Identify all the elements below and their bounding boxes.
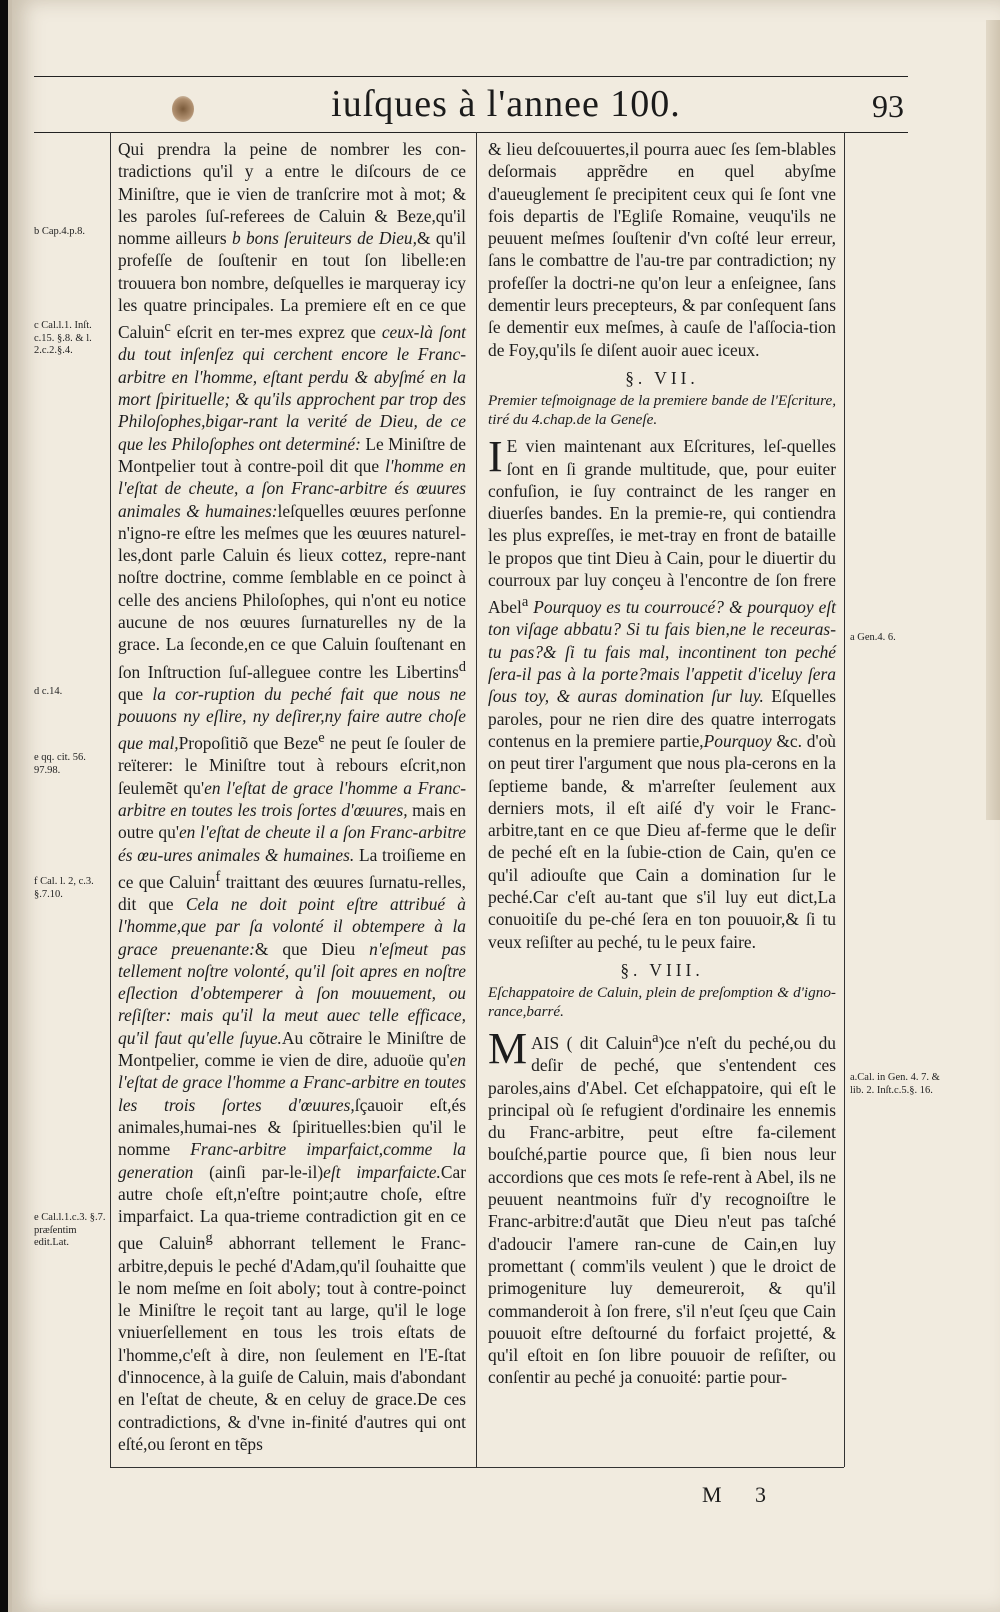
italic-run: Franc-arbitre imparfaict,comme la generation <box>118 1139 466 1182</box>
note-ref: c <box>164 319 171 336</box>
drop-cap: M <box>488 1024 528 1074</box>
text-run: ne peut ſe ſouler de reïterer: le Miniſtre tout à rebours eſcrit,non ſeulemẽt qu' <box>118 733 466 798</box>
paragraph-section-7 <box>488 432 837 953</box>
margin-note: a.Cal. in Gen. 4. 7. & lib. 2. Inſt.c.5.§. 16. <box>850 1072 940 1096</box>
text-run: & qu'il profeſſe de ſouſtenir en tout ſon libelle:en trouuera bon nombre, deſquelles ie marqueray icy les quatre principales. La premiere eſt en ce que Caluin <box>118 228 467 343</box>
note-ref: a <box>521 594 529 611</box>
text-run: Eſquelles paroles, pour ne rien dire des quatre interrogats contenus en la premiere partie, <box>488 686 837 751</box>
section-heading-8: §. VIII. <box>620 959 704 980</box>
text-run: (ainſi par-le-il) <box>193 1161 324 1182</box>
margin-note: d c.14. <box>34 686 63 697</box>
italic-run: ceux-là ſont du tout inſenſez qui cerchent encore le Franc-arbitre en l'homme, eſtant perdu & abyſmé en la mort ſpirituelle; & qu'ils approchent par trop des Philoſophes,bigar-rant la verité de Dieu, de ce que les Philoſophes ont determiné: <box>118 322 466 454</box>
italic-run: n'eſmeut pas tellement noſtre volonté, qu'il ſoit apres en noſtre eſlection d'obtemperer à ſon mouuement, ou reſiſter: mais qu'il la meut auec telle efficace, qu'il faut qu'elle ſuyue. <box>118 938 466 1048</box>
text-run: & que Dieu <box>254 938 370 959</box>
text-run: AIS ( dit Caluin <box>531 1032 653 1053</box>
italic-run: l'homme en l'eſtat de cheute, a ſon Franc-arbitre és œuures animales & humaines: <box>118 455 466 521</box>
text-run: &c. d'où on peut tirer l'argument que nous pla-cerons en la ſeptieme bande, & m'arreſter ſeulement aux derniers mots, il eſt aiſé d'y voir le Franc-arbitre,tant en ce que Dieu af-ferme que le deſir de peché eſt en la ſubie-ction de Cain, qu'en ce qu'il adiouſte que Cain a domination ſur le peché.Car c'eſt au-tant que s'il luy eut dict,La conuoitiſe du pe-ché ſera en ton pouuoir,& ſi tu veux reſiſter au peché, tu le peux faire. <box>488 730 836 952</box>
folio-number: 93 <box>872 88 904 124</box>
text-column-left <box>118 138 466 1455</box>
gutter-marks <box>12 80 26 1280</box>
text-run: Car autre choſe eſt,n'eſtre point;autre choſe, eſtre imparfaict. La qua-trieme contradiction git en ce que Caluin <box>118 1161 466 1254</box>
text-run: leſquelles œuures perſonne n'igno-re eſtre les meſmes que les œuures naturel-les,dont parle Caluin és lieux cottez, repre-nant noſtre doctrine, comme ſemblable en ce poinct à celle des anciens Philoſophes, qui n'ont eu notice aucune de nos œuures ſurnaturelles ny de la grace. La ſeconde,en ce que Caluin ſouſtenant en ſon Inſtruction ſuſ-alleguee contre les Libertins <box>118 500 466 682</box>
text-run: La troiſieme en ce que Caluin <box>118 844 466 892</box>
running-head: iuſques à l'annee 100. <box>331 83 681 125</box>
page-edge <box>986 20 1000 820</box>
note-ref: f <box>215 868 221 885</box>
text-run: Qui prendra la peine de nombrer les con-tradictions qu'il y a entre le diſcours de ce Miniſtre, que ie vien de tranſcrire mot à mot; & les paroles ſuſ-referees de Caluin & Beze,qu'il nomme ailleurs <box>118 139 466 249</box>
note-ref: a <box>652 1030 659 1047</box>
text-run: E vien maintenant aux Eſcritures, leſ-quelles ſont en ſi grande multitude, que, pour euiter confuſion, ie ſuy contrainct de les ranger en diuerſes bandes. En la premie-re, qui contiendra les plus expreſſes, ie met-tray en front de bataille le propos que tint Dieu à Cain, pour le diuertir du courroux par luy conçeu à l'encontre de ſon frere Abel <box>488 436 836 618</box>
margin-note: e Cal.l.1.c.3. §.7. præſentim edit.Lat. <box>34 1212 106 1248</box>
section-subtitle-8: Eſchappatoire de Caluin, plein de preſomption & d'igno-rance,barré. <box>488 984 836 1021</box>
drop-cap: I <box>488 432 503 482</box>
text-column-right <box>488 138 836 1389</box>
footer-rule <box>110 1467 844 1468</box>
note-ref: g <box>205 1230 213 1247</box>
italic-run: b bons ſeruiteurs de Dieu, <box>231 228 417 249</box>
paragraph-continuation: & lieu deſcouuertes,il pourra auec ſes ſem-blables deſormais apprẽdre en quel abyſme d'aueuglement ſe precipitent ceux qui ſe ſont vne fois departis de l'Egliſe Romaine, veuqu'ils ne peuuent meſmes ſouſtenir d'vn coſté leur erreur, ſans le combattre de l'au-tre par contradiction; ny profeſſer la doctri-ne qu'on leur a enſeignee, ſans dementir leurs precepteurs, & par conſequent ſans ſe dementir eux meſmes, à cauſe de l'aſſocia-tion de Foy,qu'ils ſe diſent auoir auec iceux. <box>488 139 836 360</box>
text-run: abhorrant tellement le Franc-arbitre,depuis le peché d'Adam,qu'il ſouhaitte que le nom meſme en ſoit aboly; tout à contre-poinct le Miniſtre le reçoit tant au large, qu'il le loge vniuerſellement en tous les trois eſtats de l'homme,c'eſt à dire, non ſeulement en l'E-ſtat d'innocence, à la guiſe de Caluin, mais d'abondant en l'eſtat de cheute, & en celuy de grace.De ces contradictions, & d'vne in-finité d'autres qui ont eſté,ou ſeront en tẽps <box>118 1233 466 1454</box>
italic-run: Pourquoy <box>703 730 772 751</box>
italic-run: Pourquoy es tu courroucé? & pourquoy eſt ton viſage abbatu? Si tu fais bien,ne le receuras-tu pas?& ſi tu fais mal, incontinent ton peché ſera-il pas à la porte?mais l'appetit d'iceluy ſera ſous toy, & auras domination ſur luy. <box>488 597 836 707</box>
text-run: Au cõtraire le Miniſtre de Montpelier, comme ie vien de dire, aduoüe qu' <box>118 1027 466 1071</box>
margin-note: b Cap.4.p.8. <box>34 226 86 237</box>
text-run: traittant des œuures ſurnatu-relles, dit que <box>118 871 466 914</box>
paragraph-section-8 <box>488 1024 836 1389</box>
note-ref: d <box>458 658 466 675</box>
book-page <box>8 0 1000 1612</box>
signature-mark: M 3 <box>702 1482 781 1507</box>
text-run: Le Miniſtre de Montpelier tout à contre-poil dit que <box>118 433 467 476</box>
italic-run: Cela ne doit point eſtre attribué à l'homme,que par ſa volonté il obtempere à la grace preuenante: <box>118 893 466 959</box>
right-margin-rule <box>844 132 845 1467</box>
text-run: ſçauoir eſt,és animales,humai-nes & ſpirituelles:bien qu'il le nomme <box>118 1094 466 1160</box>
italic-run: en l'eſtat de grace l'homme a Franc-arbitre en toutes les trois ſortes d'œuures, <box>118 1050 466 1115</box>
text-run: eſcrit en ter-mes exprez que <box>170 322 382 343</box>
text-run: Propoſitiõ que Beze <box>178 733 319 754</box>
header-rule-top <box>34 76 908 77</box>
margin-note: e qq. cit. 56. 97.98. <box>34 752 86 776</box>
margin-note: a Gen.4. 6. <box>850 632 896 643</box>
column-divider <box>476 132 477 1467</box>
margin-note: c Cal.l.1. Inſt. c.15. §.8. & l. 2.c.2.§.4. <box>34 320 92 356</box>
text-run: que <box>118 683 153 704</box>
section-subtitle-7: Premier teſmoignage de la premiere bande de l'Eſcriture, tiré du 4.chap.de la Geneſe. <box>488 392 836 429</box>
italic-run: en l'eſtat de cheute il a ſon Franc-arbitre és œu-ures animales & humaines. <box>118 822 466 865</box>
italic-run: la cor-ruption du peché fait que nous ne pouuons ny eſlire, ny deſirer,ny faire autre choſe que mal, <box>118 683 466 754</box>
italic-run: en l'eſtat de grace l'homme a Franc-arbitre en toutes les trois ſortes d'œuures, <box>118 777 466 820</box>
margin-note: f Cal. l. 2, c.3. §.7.10. <box>34 876 94 900</box>
italic-run: eſt imparfaicte. <box>323 1161 441 1182</box>
section-heading-7: §. VII. <box>625 367 699 388</box>
header-rule-bottom <box>34 132 908 133</box>
text-run: )ce n'eſt du peché,ou du deſir de peché, que s'entendent ces paroles,ains d'Abel. Cet eſchappatoire, qui eſt le principal où ſe refugient d'ordinaire les ennemis du Franc-arbitre, peut eſtre fa-cilement bouſché,partie pource que, ſi bien nous leur accordions que ces mots ſe refe-rent à Abel, ils ne peuuent neantmoins fuïr d'y recognoiſtre le Franc-arbitre:d'autãt que Dieu n'eut pas taſché d'adoucir l'amere ran-cune de Cain,en luy promettant ( comm'ils veulent ) que le droict de primogeniture luy demeureroit, & qu'il commanderoit à ſon frere, s'il n'eut ſçeu que Cain pouuoit eſtre deſtourné du forfaict projetté, & qu'il eſtoit en ſon libre pouuoir de reſiſter, ou conſentir au peché ja conuoité: partie pour- <box>488 1032 836 1388</box>
paragraph-contradictions <box>118 138 466 1455</box>
note-ref: e <box>318 730 325 747</box>
text-run: mais en outre qu' <box>118 800 466 843</box>
